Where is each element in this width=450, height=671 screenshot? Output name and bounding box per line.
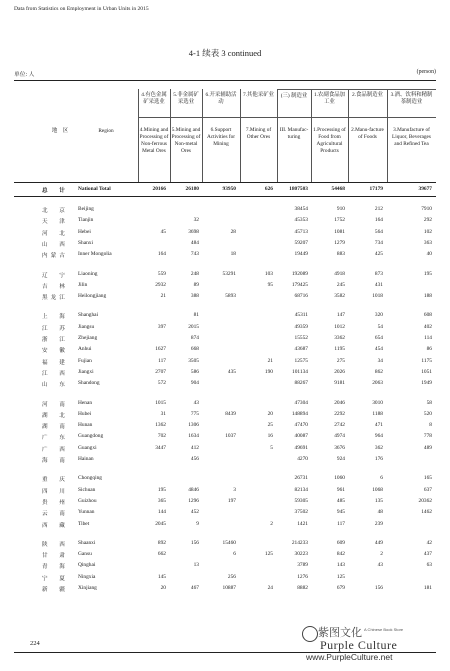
table-row-value: 42 <box>426 539 432 546</box>
header-bottom-rule <box>14 182 436 183</box>
table-row-cn: 重 庆 <box>42 477 68 484</box>
table-row-value: 40087 <box>294 433 308 440</box>
table-row-en: Fujian <box>78 357 92 364</box>
table-row-value: 904 <box>190 380 199 387</box>
table-top-rule <box>14 80 436 81</box>
table-row-cn: 山 东 <box>42 382 68 389</box>
column-header-en: 7.Mining of Other Ores <box>245 127 272 140</box>
table-row-en: Anhui <box>78 346 92 353</box>
table-row-value: 734 <box>374 239 383 246</box>
table-row-value: 842 <box>336 551 345 558</box>
table-row-en: Gansu <box>78 551 92 558</box>
table-row-value: 21 <box>267 357 273 364</box>
table-row-value: 2063 <box>372 380 383 387</box>
table-row-cn: 贵 州 <box>42 499 68 506</box>
table-row-value: 910 <box>336 206 345 212</box>
table-row-en: Hubei <box>78 410 92 417</box>
table-row-cn: 内蒙古 <box>42 253 68 260</box>
table-row-value: 2046 <box>334 399 345 406</box>
table-row-value: 212 <box>374 206 383 212</box>
table-row-value: 117 <box>337 520 345 527</box>
table-row-value: 874 <box>190 335 199 341</box>
table-row-value: 363 <box>423 239 432 246</box>
table-row-cn: 河 南 <box>42 401 68 408</box>
table-row-value: 2015 <box>188 323 199 330</box>
table-row-value: 1060 <box>334 475 345 482</box>
watermark-brand-cn: 紫图文化 <box>318 626 362 639</box>
table-row-value: 489 <box>423 444 432 451</box>
total-row-en: National Total <box>78 186 111 192</box>
table-row-value: 164 <box>374 217 383 224</box>
total-row-value: 26180 <box>185 186 199 192</box>
table-row-value: 3 <box>233 486 236 493</box>
table-row-value: 5893 <box>225 293 236 300</box>
column-header-en: 1.Processing of Food from Agricultural Products <box>313 127 346 154</box>
table-row-value: 425 <box>374 251 383 258</box>
table-row-value: 485 <box>336 497 345 504</box>
table-row-value: 190 <box>264 368 273 375</box>
unit-label: 单位: 人 <box>14 72 35 78</box>
table-row-value: 702 <box>157 433 166 440</box>
table-row-value: 449 <box>374 539 383 546</box>
column-header-cn: 1.农副食品加工业 <box>314 92 345 105</box>
table-row-value: 3582 <box>334 293 345 300</box>
table-row-value: 28 <box>230 228 236 235</box>
table-row-value: 1195 <box>334 346 345 353</box>
table-row-en: Liaoning <box>78 270 98 277</box>
column-header-cn: 3.酒、饮料和精制茶制造业 <box>390 92 433 105</box>
table-row-value: 18 <box>230 251 236 258</box>
table-row-value: 1175 <box>421 357 432 364</box>
table-row-cn: 江 苏 <box>42 325 68 332</box>
table-row-value: 156 <box>190 539 199 546</box>
table-row-value: 248 <box>190 270 199 277</box>
table-row-value: 1188 <box>372 410 383 417</box>
table-row-value: 2292 <box>334 410 345 417</box>
table-row-value: 320 <box>374 312 383 319</box>
table-row-value: 16 <box>267 433 273 440</box>
table-row-en: Yunnan <box>78 509 95 516</box>
table-row-en: Guangxi <box>78 444 97 451</box>
table-row-value: 8882 <box>297 585 308 591</box>
table-row-value: 945 <box>336 509 345 516</box>
table-row-value: 45713 <box>294 228 308 235</box>
total-row-value: 1807503 <box>289 186 308 192</box>
table-row-value: 20362 <box>418 497 432 504</box>
table-row-cn: 青 海 <box>42 564 68 571</box>
table-row-cn: 北 京 <box>42 208 68 214</box>
table-row-value: 30223 <box>294 551 308 558</box>
table-row-en: Jilin <box>78 281 88 288</box>
table-row-cn: 福 建 <box>42 359 68 366</box>
table-row-value: 135 <box>374 497 383 504</box>
total-row-cn: 总 计 <box>42 188 68 194</box>
table-row-value: 31 <box>160 410 166 417</box>
table-row-value: 38454 <box>294 206 308 212</box>
table-row-value: 964 <box>374 433 383 440</box>
column-header-en: 3.Manufacture of Liquor, Beverages and Refined Tea <box>392 127 431 147</box>
header-mid-rule <box>138 117 436 118</box>
table-row-value: 147 <box>336 312 345 319</box>
table-row-value: 3789 <box>297 562 308 569</box>
table-row-cn: 陕 西 <box>42 541 68 548</box>
table-row-value: 2026 <box>334 368 345 375</box>
table-row-value: 256 <box>227 573 236 580</box>
total-row-value: 17179 <box>369 186 383 192</box>
table-row-value: 1081 <box>334 228 345 235</box>
table-row-value: 145 <box>157 573 166 580</box>
table-row-value: 89 <box>193 281 199 288</box>
table-row-value: 3447 <box>155 444 166 451</box>
table-row-cn: 广 东 <box>42 435 68 442</box>
table-row-value: 82134 <box>294 486 308 493</box>
region-header-en: Region <box>98 128 114 134</box>
table-row-value: 862 <box>374 368 383 375</box>
total-row-value: 54468 <box>331 186 345 192</box>
table-row-value: 1037 <box>225 433 236 440</box>
table-row-value: 1634 <box>188 433 199 440</box>
table-row-value: 292 <box>423 217 432 224</box>
table-row-en: Ningxia <box>78 573 96 580</box>
total-row-value: 626 <box>264 186 273 192</box>
table-row-value: 43687 <box>294 346 308 353</box>
table-row-value: 412 <box>190 444 199 451</box>
column-header-en: 5.Mining and Processing of Non-metal Ores <box>171 127 201 154</box>
table-row-value: 197 <box>227 497 236 504</box>
table-row-value: 165 <box>423 475 432 482</box>
table-row-value: 1306 <box>188 422 199 429</box>
table-row-value: 81 <box>193 312 199 319</box>
table-row-value: 1362 <box>155 422 166 429</box>
table-row-value: 195 <box>423 270 432 277</box>
column-header-en: 6.Support Activities for Mining <box>206 127 236 147</box>
table-row-cn: 江 西 <box>42 370 68 377</box>
table-row-en: Henan <box>78 399 93 406</box>
table-row-value: 873 <box>374 270 383 277</box>
table-row-en: Beijing <box>78 206 94 212</box>
table-row-value: 63 <box>426 562 432 569</box>
table-row-value: 164 <box>157 251 166 258</box>
table-row-value: 58 <box>426 399 432 406</box>
table-row-value: 467 <box>190 585 199 591</box>
table-row-en: Hainan <box>78 456 94 462</box>
table-row-value: 564 <box>374 228 383 235</box>
table-row-en: Guangdong <box>78 433 104 440</box>
table-title: 4-1 续表 3 continued <box>188 48 262 58</box>
table-row-value: 148894 <box>291 410 308 417</box>
table-row-value: 1462 <box>421 509 432 516</box>
watermark-logo-icon <box>302 626 318 642</box>
table-row-en: Inner Mongolia <box>78 251 112 258</box>
table-row-en: Guizhou <box>78 497 97 504</box>
table-row-en: Shaanxi <box>78 539 96 546</box>
total-row-value: 93950 <box>222 186 236 192</box>
column-header-cn: 5.非金属矿采选业 <box>173 92 199 105</box>
table-row-value: 19449 <box>294 251 308 258</box>
table-row-value: 1421 <box>297 520 308 527</box>
total-bottom-rule <box>14 196 436 197</box>
table-row-value: 1068 <box>372 486 383 493</box>
table-row-value: 37502 <box>294 509 308 516</box>
table-row-value: 559 <box>157 270 166 277</box>
region-header-cn: 地 区 <box>51 128 69 134</box>
table-row-value: 8 <box>429 422 432 429</box>
table-row-value: 3362 <box>334 335 345 341</box>
table-row-value: 775 <box>190 410 199 417</box>
table-row-value: 609 <box>336 539 345 546</box>
table-row-en: Jiangsu <box>78 323 95 330</box>
table-row-value: 59207 <box>294 239 308 246</box>
table-row-en: Heilongjiang <box>78 293 107 300</box>
table-row-value: 95 <box>267 281 273 288</box>
table-row-value: 239 <box>374 520 383 527</box>
table-row-value: 195 <box>157 486 166 493</box>
table-row-cn: 宁 夏 <box>42 575 68 582</box>
table-row-value: 245 <box>336 281 345 288</box>
table-row-value: 88267 <box>294 380 308 387</box>
column-header-cn: 4.有色金属矿采选业 <box>141 92 167 105</box>
table-row-value: 40 <box>426 251 432 258</box>
table-row-value: 3505 <box>188 357 199 364</box>
table-row-value: 3676 <box>334 444 345 451</box>
table-row-value: 3010 <box>372 399 383 406</box>
table-row-value: 1279 <box>334 239 345 246</box>
table-row-cn: 西 藏 <box>42 522 68 529</box>
table-row-en: Hunan <box>78 422 93 429</box>
table-row-value: 924 <box>336 456 345 462</box>
table-row-value: 431 <box>374 281 383 288</box>
table-row-value: 125 <box>336 573 345 580</box>
table-row-value: 43 <box>377 562 383 569</box>
table-row-en: Shanghai <box>78 312 99 319</box>
table-row-en: Zhejiang <box>78 335 98 341</box>
table-row-value: 102 <box>423 228 432 235</box>
table-row-value: 362 <box>374 444 383 451</box>
table-row-value: 214233 <box>291 539 308 546</box>
column-header-en: 4.Mining and Processing of Non-ferrous Metal Ores <box>139 127 169 154</box>
table-row-value: 4270 <box>297 456 308 462</box>
table-row-value: 388 <box>190 293 199 300</box>
table-row-value: 471 <box>374 422 383 429</box>
table-row-value: 275 <box>336 357 345 364</box>
table-row-value: 1752 <box>334 217 345 224</box>
table-row-value: 2 <box>380 551 383 558</box>
watermark-brand-en: Purple Culture <box>320 638 398 652</box>
table-row-value: 668 <box>190 346 199 353</box>
table-row-value: 1012 <box>334 323 345 330</box>
table-row-value: 143 <box>336 562 345 569</box>
table-row-value: 4974 <box>334 433 345 440</box>
table-row-value: 192089 <box>291 270 308 277</box>
table-row-value: 103 <box>264 270 273 277</box>
table-row-value: 456 <box>190 456 199 462</box>
table-row-cn: 湖 北 <box>42 412 68 419</box>
column-header-cn: 2.食品制造业 <box>352 92 383 98</box>
table-row-value: 437 <box>423 551 432 558</box>
column-header-cn: (三) 制造业 <box>280 93 308 99</box>
watermark-slogan: A Chinese Book Store <box>364 627 404 632</box>
table-row-cn: 广 西 <box>42 446 68 453</box>
table-row-value: 59305 <box>294 497 308 504</box>
table-row-value: 435 <box>227 368 236 375</box>
table-row-value: 15552 <box>294 335 308 341</box>
table-row-value: 114 <box>424 335 432 341</box>
table-row-value: 48 <box>377 509 383 516</box>
table-row-value: 15460 <box>222 539 236 546</box>
table-row-cn: 湖 南 <box>42 424 68 431</box>
table-row-cn: 河 北 <box>42 230 68 237</box>
running-header: Data from Statistics on Employment in Urban Units in 2015 <box>14 6 149 12</box>
table-row-value: 1627 <box>155 346 166 353</box>
table-row-en: Sichuan <box>78 486 96 493</box>
table-row-value: 5 <box>270 444 273 451</box>
table-row-cn: 黑龙江 <box>42 295 68 302</box>
table-row-en: Jiangxi <box>78 368 94 375</box>
table-row-value: 520 <box>423 410 432 417</box>
table-row-value: 176 <box>374 456 383 462</box>
table-row-cn: 上 海 <box>42 314 68 321</box>
table-row-value: 3698 <box>188 228 199 235</box>
table-row-value: 2045 <box>155 520 166 527</box>
table-row-value: 6 <box>233 551 236 558</box>
table-row-value: 179425 <box>291 281 308 288</box>
table-row-cn: 辽 宁 <box>42 272 68 279</box>
table-row-value: 47470 <box>294 422 308 429</box>
table-row-value: 1051 <box>421 368 432 375</box>
table-row-value: 117 <box>158 357 166 364</box>
table-row-value: 4846 <box>188 486 199 493</box>
watermark <box>300 622 440 664</box>
table-row-cn: 甘 肃 <box>42 553 68 560</box>
table-row-value: 2 <box>270 520 273 527</box>
table-row-cn: 吉 林 <box>42 283 68 290</box>
table-row-cn: 海 南 <box>42 458 68 464</box>
table-row-value: 662 <box>157 551 166 558</box>
table-row-en: Shanxi <box>78 239 93 246</box>
column-header-en: 2.Manu-facture of Foods <box>351 127 384 140</box>
table-row-cn: 云 南 <box>42 511 68 518</box>
table-row-value: 156 <box>374 585 383 591</box>
table-row-cn: 四 川 <box>42 488 68 495</box>
table-row-value: 49359 <box>294 323 308 330</box>
table-row-value: 125 <box>264 551 273 558</box>
table-row-value: 43 <box>193 399 199 406</box>
page-number: 224 <box>30 640 40 647</box>
table-row-value: 743 <box>190 251 199 258</box>
table-row-value: 49691 <box>294 444 308 451</box>
total-row-value: 20166 <box>152 186 166 192</box>
table-row-cn: 天 津 <box>42 219 68 226</box>
table-row-value: 181 <box>423 585 432 591</box>
table-row-cn: 新 疆 <box>42 587 68 593</box>
table-row-value: 608 <box>423 312 432 319</box>
table-row-en: Tibet <box>78 520 90 527</box>
table-row-en: Shandong <box>78 380 100 387</box>
table-row-value: 572 <box>157 380 166 387</box>
column-header-en: III. Manufac-turing <box>279 127 309 140</box>
table-row-value: 45353 <box>294 217 308 224</box>
table-row-value: 679 <box>336 585 345 591</box>
manufacturing-group-rule <box>277 89 436 90</box>
table-row-value: 1018 <box>372 293 383 300</box>
table-row-value: 8439 <box>225 410 236 417</box>
table-row-value: 365 <box>157 497 166 504</box>
table-row-value: 1015 <box>155 399 166 406</box>
table-row-value: 586 <box>190 368 199 375</box>
table-row-en: Hebei <box>78 228 91 235</box>
table-row-value: 402 <box>423 323 432 330</box>
table-row-value: 397 <box>157 323 166 330</box>
table-row-en: Qinghai <box>78 562 96 569</box>
table-row-value: 892 <box>157 539 166 546</box>
table-row-value: 883 <box>336 251 345 258</box>
table-row-cn: 安 徽 <box>42 348 68 355</box>
table-row-value: 637 <box>423 486 432 493</box>
total-row-value: 39677 <box>418 186 432 192</box>
column-header-cn: 6.开采辅助活动 <box>205 92 237 105</box>
table-row-value: 12575 <box>294 357 308 364</box>
table-row-value: 86 <box>426 346 432 353</box>
table-row-value: 2932 <box>155 281 166 288</box>
table-row-value: 654 <box>374 335 383 341</box>
table-row-value: 2742 <box>334 422 345 429</box>
watermark-url: www.PurpleCulture.net <box>306 652 393 662</box>
table-row-value: 1296 <box>188 497 199 504</box>
unit-label-en: (person) <box>416 69 436 75</box>
table-row-value: 34 <box>377 357 383 364</box>
table-row-cn: 浙 江 <box>42 337 68 343</box>
column-header-cn: 7.其他采矿业 <box>243 92 274 98</box>
table-row-value: 45311 <box>294 312 308 319</box>
table-row-en: Tianjin <box>78 217 94 224</box>
table-row-value: 101134 <box>292 368 308 375</box>
table-row-value: 1949 <box>421 380 432 387</box>
table-row-value: 24 <box>267 585 273 591</box>
table-row-value: 1276 <box>297 573 308 580</box>
table-row-value: 25 <box>267 422 273 429</box>
table-row-value: 21 <box>160 293 166 300</box>
table-row-value: 144 <box>157 509 166 516</box>
table-row-value: 13 <box>193 562 199 569</box>
table-row-value: 2707 <box>155 368 166 375</box>
table-row-value: 778 <box>423 433 432 440</box>
table-row-value: 188 <box>423 293 432 300</box>
table-row-value: 47304 <box>294 399 308 406</box>
table-row-value: 9181 <box>334 380 345 387</box>
table-row-cn: 山 西 <box>42 241 68 248</box>
table-row-value: 10887 <box>222 585 236 591</box>
table-row-value: 9 <box>196 520 199 527</box>
table-row-value: 20 <box>160 585 166 591</box>
table-row-value: 6 <box>380 475 383 482</box>
table-row-value: 20 <box>267 410 273 417</box>
table-row-value: 45 <box>160 228 166 235</box>
table-row-value: 26731 <box>294 475 308 482</box>
table-row-value: 961 <box>336 486 345 493</box>
table-row-value: 32 <box>193 217 199 224</box>
table-row-value: 68716 <box>294 293 308 300</box>
table-row-en: Chongqing <box>78 475 102 482</box>
table-row-value: 7910 <box>421 206 432 212</box>
table-row-value: 4918 <box>334 270 345 277</box>
table-row-value: 53291 <box>222 270 236 277</box>
table-row-value: 454 <box>374 346 383 353</box>
table-row-value: 484 <box>190 239 199 246</box>
table-row-en: Xinjiang <box>78 585 97 591</box>
table-row-value: 54 <box>377 323 383 330</box>
table-row-value: 452 <box>190 509 199 516</box>
